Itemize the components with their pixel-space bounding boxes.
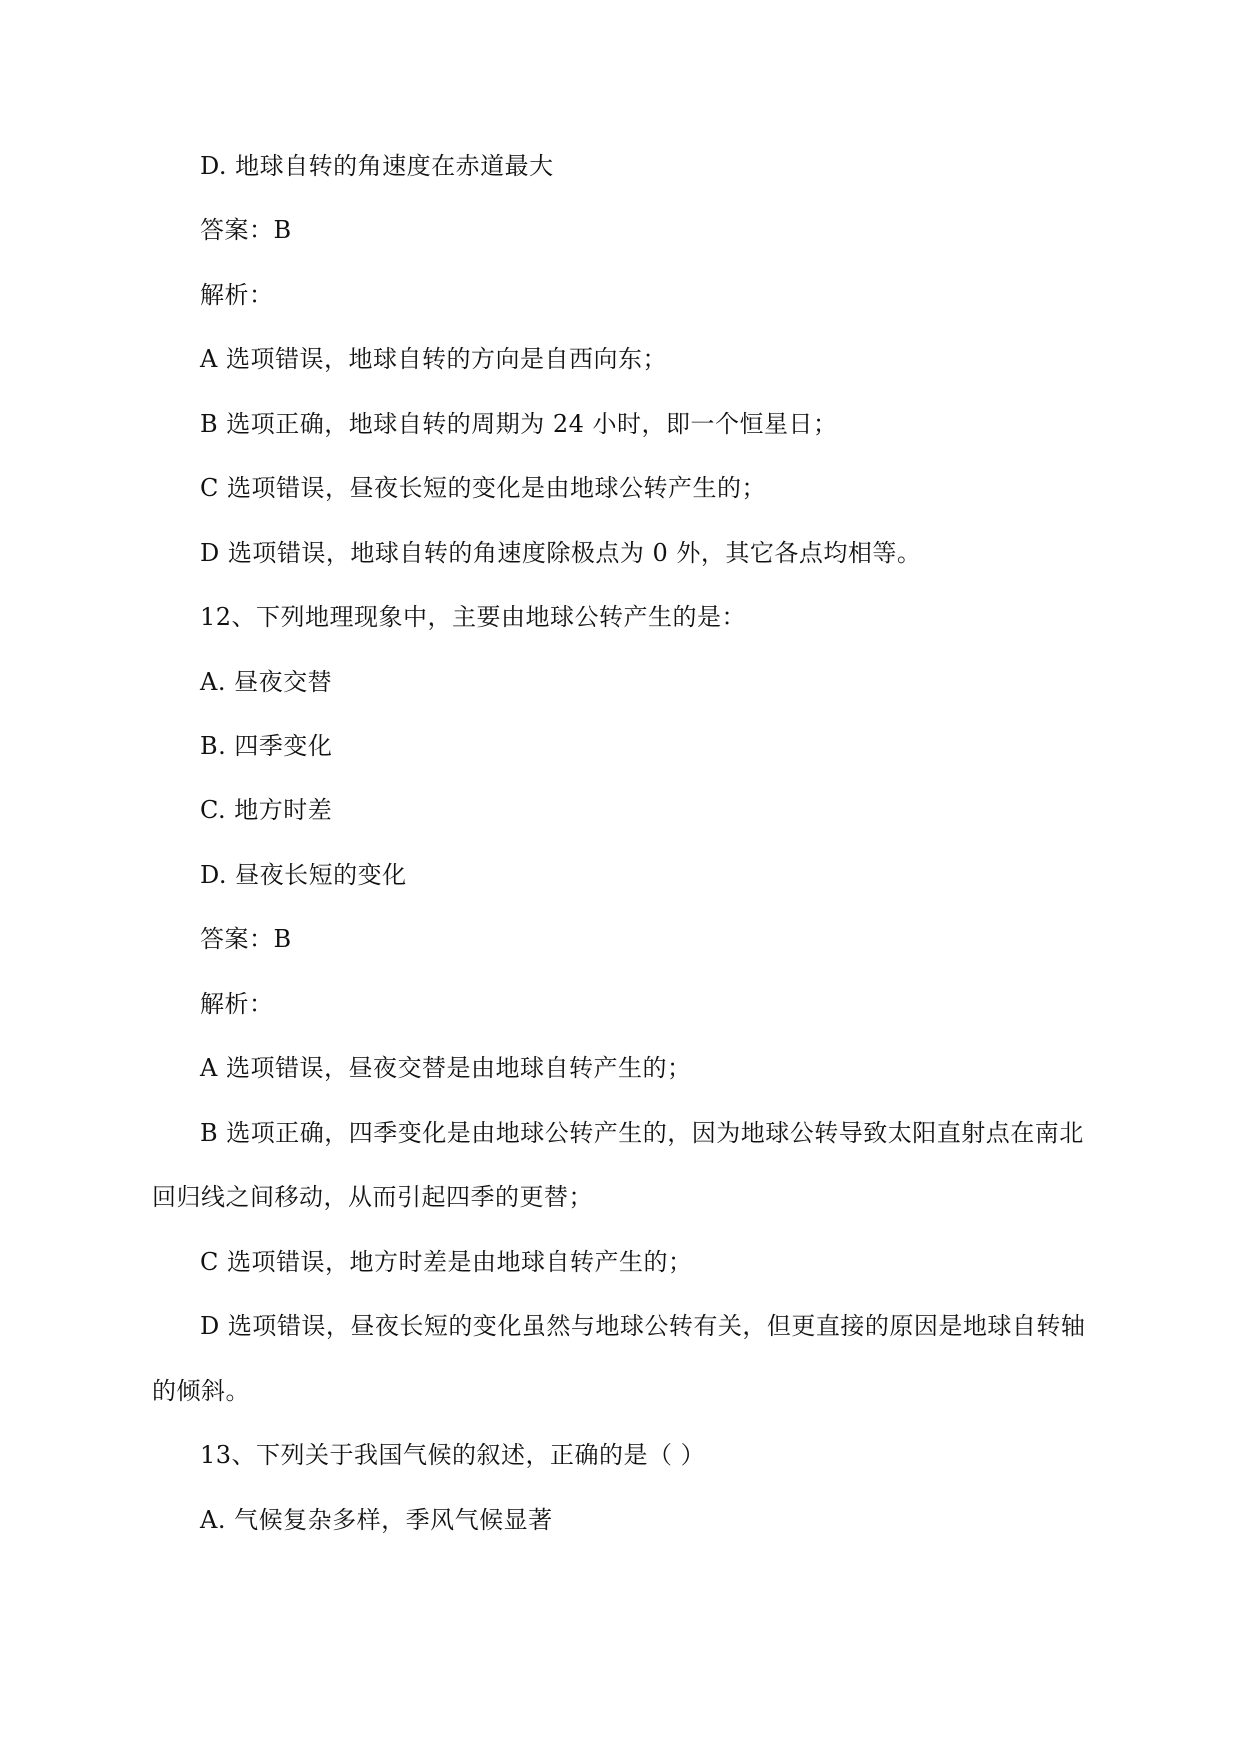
analysis-d-q11: D 选项错误，地球自转的角速度除极点为 0 外，其它各点均相等。 [200, 539, 922, 567]
analysis-b-q12: B 选项正确，四季变化是由地球公转产生的，因为地球公转导致太阳直射点在南北 [200, 1119, 1084, 1147]
answer-q11: 答案：B [200, 216, 292, 244]
answer-q12: 答案：B [200, 925, 292, 953]
analysis-heading-q12: 解析： [200, 990, 274, 1018]
option-a-q13: A. 气候复杂多样，季风气候显著 [200, 1506, 553, 1534]
analysis-a-q12: A 选项错误，昼夜交替是由地球自转产生的； [200, 1054, 692, 1082]
analysis-b-q12-continued: 回归线之间移动，从而引起四季的更替； [152, 1183, 593, 1211]
analysis-a-q11: A 选项错误，地球自转的方向是自西向东； [200, 345, 667, 373]
question-13: 13、下列关于我国气候的叙述，正确的是（ ） [200, 1441, 706, 1469]
question-12: 12、下列地理现象中，主要由地球公转产生的是： [200, 603, 747, 631]
analysis-c-q11: C 选项错误，昼夜长短的变化是由地球公转产生的； [200, 474, 766, 502]
analysis-c-q12: C 选项错误，地方时差是由地球自转产生的； [200, 1248, 693, 1276]
analysis-heading-q11: 解析： [200, 281, 274, 309]
analysis-d-q12-continued: 的倾斜。 [152, 1377, 250, 1405]
option-d-q12: D. 昼夜长短的变化 [200, 861, 407, 889]
option-c-q12: C. 地方时差 [200, 796, 333, 824]
option-b-q12: B. 四季变化 [200, 732, 333, 760]
analysis-b-q11: B 选项正确，地球自转的周期为 24 小时，即一个恒星日； [200, 410, 838, 438]
option-d-q11: D. 地球自转的角速度在赤道最大 [200, 152, 554, 180]
analysis-d-q12: D 选项错误，昼夜长短的变化虽然与地球公转有关，但更直接的原因是地球自转轴 [200, 1312, 1086, 1340]
option-a-q12: A. 昼夜交替 [200, 668, 333, 696]
